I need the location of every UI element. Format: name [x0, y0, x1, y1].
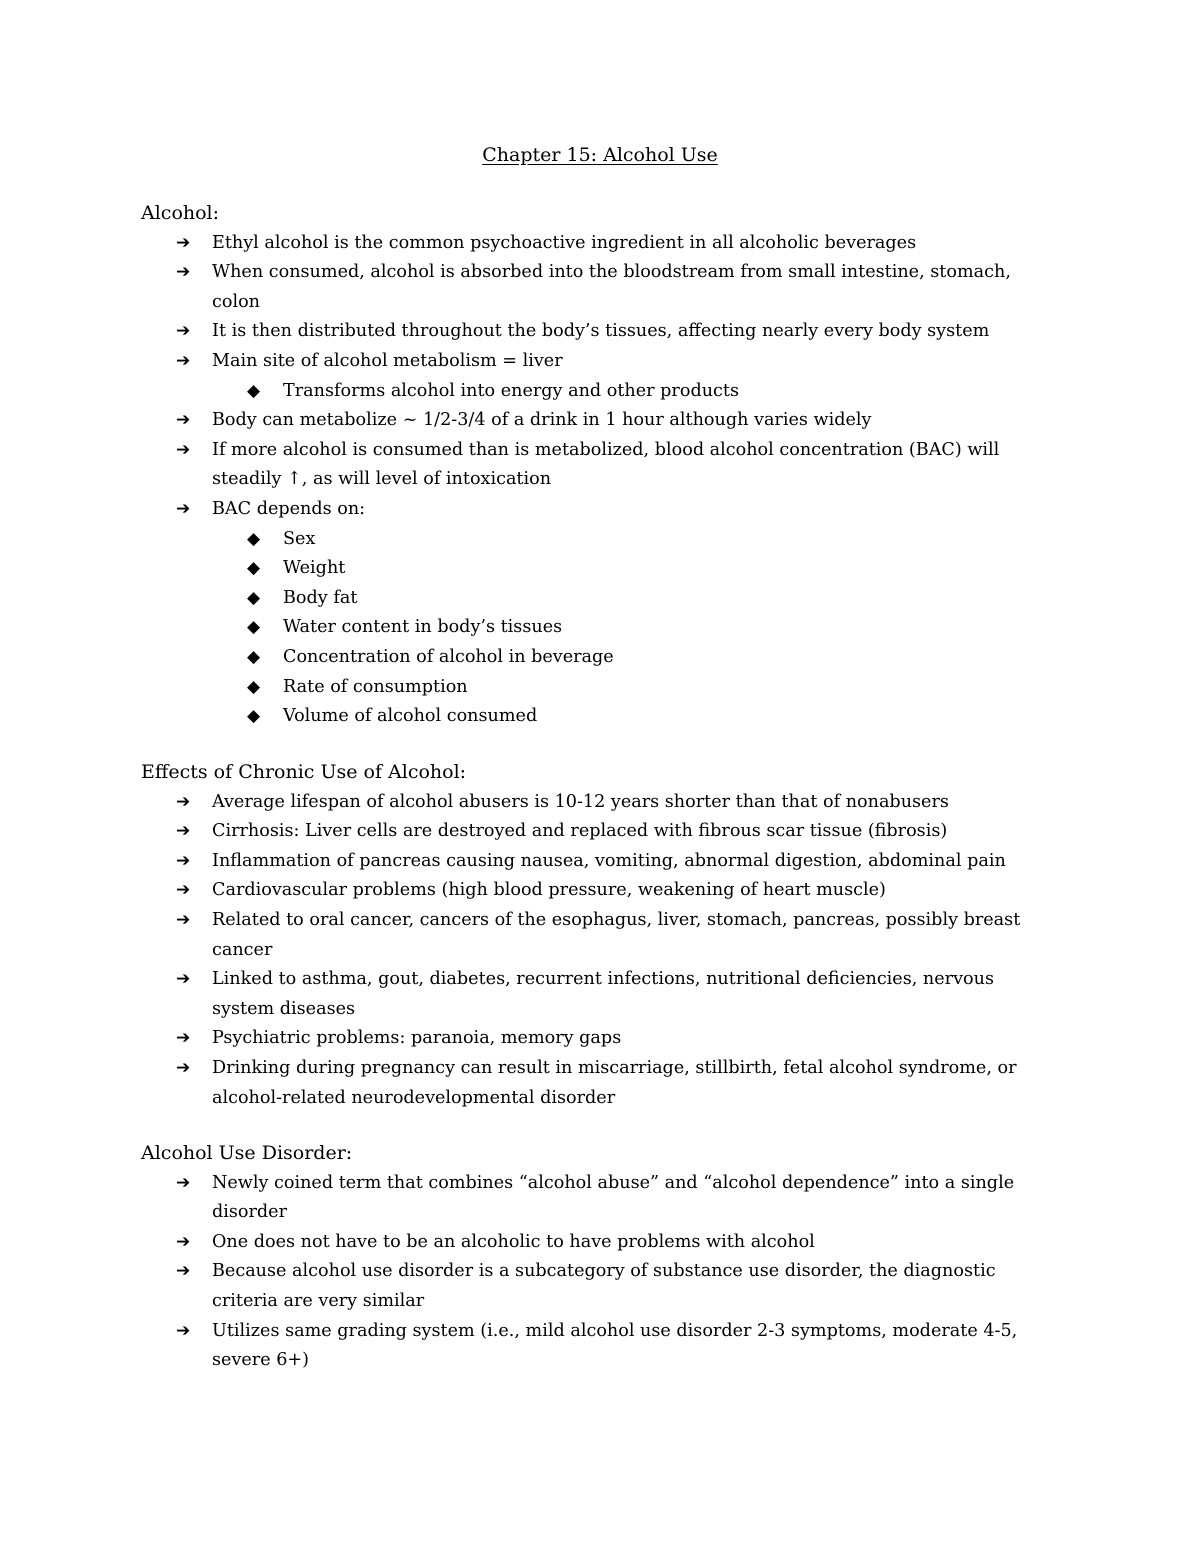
arrow-right-icon: ➔	[176, 232, 191, 253]
list-item	[141, 847, 1061, 877]
arrow-right-icon: ➔	[176, 262, 191, 283]
arrow-right-icon: ➔	[176, 1028, 191, 1049]
list-item	[141, 965, 1061, 1024]
list-item	[141, 1228, 1061, 1258]
arrow-right-icon: ➔	[176, 850, 191, 871]
list-item-text: Linked to asthma, gout, diabetes, recurrent infections, nutritional deficiencies, nervous system diseases	[212, 969, 994, 1019]
list-item	[141, 788, 1061, 818]
diamond-bullet-icon: ◆	[247, 706, 261, 727]
list-item	[141, 436, 1061, 495]
arrow-right-icon: ➔	[176, 1261, 191, 1282]
section-chronic-effects	[141, 758, 1061, 1113]
arrow-right-icon: ➔	[176, 969, 191, 990]
sub-bullet-list	[212, 377, 1061, 407]
list-item	[141, 1024, 1061, 1054]
sub-list-item	[212, 377, 1061, 407]
diamond-bullet-icon: ◆	[247, 646, 261, 667]
list-item	[141, 1317, 1061, 1376]
page-title: Chapter 15: Alcohol Use	[482, 144, 718, 166]
list-item-text: When consumed, alcohol is absorbed into the bloodstream from small intestine, stomach, colon	[212, 262, 1011, 312]
sub-list-item-text: Sex	[283, 528, 316, 549]
list-item-text: One does not have to be an alcoholic to have problems with alcohol	[212, 1231, 815, 1252]
list-item	[141, 229, 1061, 259]
list-item	[141, 1054, 1061, 1113]
sub-list-item-text: Weight	[283, 558, 346, 579]
sub-list-item-text: Water content in body’s tissues	[283, 617, 563, 638]
list-item	[141, 817, 1061, 847]
bullet-list	[141, 788, 1061, 1114]
arrow-right-icon: ➔	[176, 498, 191, 519]
list-item-text: Related to oral cancer, cancers of the esophagus, liver, stomach, pancreas, possibly breast cancer	[212, 909, 1021, 960]
list-item	[141, 1257, 1061, 1316]
sub-list-item-text: Rate of consumption	[283, 676, 468, 697]
section-heading: Alcohol Use Disorder:	[141, 1142, 353, 1164]
list-item-text: Psychiatric problems: paranoia, memory gaps	[212, 1028, 622, 1049]
arrow-right-icon: ➔	[176, 791, 191, 812]
arrow-right-icon: ➔	[176, 821, 191, 842]
sub-list-item	[212, 584, 1061, 614]
list-item-text: Utilizes same grading system (i.e., mild alcohol use disorder 2-3 symptoms, moderate 4-5, severe 6+)	[212, 1320, 1018, 1371]
arrow-right-icon: ➔	[176, 321, 191, 342]
list-item-text: Cirrhosis: Liver cells are destroyed and replaced with fibrous scar tissue (fibrosis)	[212, 821, 948, 842]
arrow-right-icon: ➔	[176, 1320, 191, 1341]
list-item	[141, 258, 1061, 317]
list-item	[141, 495, 1061, 732]
list-item-text: BAC depends on:	[212, 498, 366, 519]
sub-list-item-text: Volume of alcohol consumed	[283, 706, 538, 727]
list-item-text: It is then distributed throughout the body’s tissues, affecting nearly every body system	[212, 321, 990, 342]
arrow-right-icon: ➔	[176, 1231, 191, 1252]
list-item	[141, 406, 1061, 436]
list-item-text: Because alcohol use disorder is a subcategory of substance use disorder, the diagnostic criteria are very similar	[212, 1261, 996, 1311]
section-alcohol	[141, 199, 1061, 732]
list-item	[141, 317, 1061, 347]
section-heading: Alcohol:	[141, 202, 220, 224]
list-item-text: Ethyl alcohol is the common psychoactive ingredient in all alcoholic beverages	[212, 232, 917, 253]
bullet-list	[141, 229, 1061, 732]
sub-list-item-text: Concentration of alcohol in beverage	[283, 646, 614, 667]
diamond-bullet-icon: ◆	[247, 587, 261, 608]
arrow-right-icon: ➔	[176, 410, 191, 431]
list-item	[141, 1169, 1061, 1228]
sub-list-item	[212, 613, 1061, 643]
list-item-text: Cardiovascular problems (high blood pressure, weakening of heart muscle)	[212, 880, 886, 901]
sub-list-item-text: Body fat	[283, 587, 358, 608]
list-item	[141, 906, 1061, 965]
diamond-bullet-icon: ◆	[247, 528, 261, 549]
sub-list-item-text: Transforms alcohol into energy and other products	[283, 380, 739, 401]
diamond-bullet-icon: ◆	[247, 617, 261, 638]
arrow-right-icon: ➔	[176, 909, 191, 930]
sub-list-item	[212, 554, 1061, 584]
list-item-text: Drinking during pregnancy can result in miscarriage, stillbirth, fetal alcohol syndrome, or alcohol-related neurodevelopmental disorder	[212, 1057, 1017, 1108]
arrow-right-icon: ➔	[176, 880, 191, 901]
section-alcohol-use-disorder	[141, 1139, 1061, 1376]
arrow-right-icon: ➔	[176, 350, 191, 371]
sub-list-item	[212, 673, 1061, 703]
arrow-right-icon: ➔	[176, 439, 191, 460]
diamond-bullet-icon: ◆	[247, 676, 261, 697]
list-item	[141, 347, 1061, 406]
sub-list-item	[212, 525, 1061, 555]
list-item-text: Average lifespan of alcohol abusers is 10-12 years shorter than that of nonabusers	[212, 791, 949, 812]
bullet-list	[141, 1169, 1061, 1376]
list-item-text: If more alcohol is consumed than is metabolized, blood alcohol concentration (BAC) will steadily ↑, as will level of intoxication	[212, 439, 1000, 490]
arrow-right-icon: ➔	[176, 1057, 191, 1078]
list-item-text: Inflammation of pancreas causing nausea, vomiting, abnormal digestion, abdominal pain	[212, 850, 1006, 871]
diamond-bullet-icon: ◆	[247, 380, 261, 401]
list-item-text: Newly coined term that combines “alcohol abuse” and “alcohol dependence” into a single disorder	[212, 1172, 1015, 1223]
arrow-right-icon: ➔	[176, 1172, 191, 1193]
list-item-text: Body can metabolize ~ 1/2-3/4 of a drink in 1 hour although varies widely	[212, 410, 872, 431]
sub-bullet-list	[212, 525, 1061, 732]
sub-list-item	[212, 643, 1061, 673]
list-item-text: Main site of alcohol metabolism = liver	[212, 350, 563, 371]
list-item	[141, 876, 1061, 906]
sub-list-item	[212, 702, 1061, 732]
diamond-bullet-icon: ◆	[247, 558, 261, 579]
section-heading: Effects of Chronic Use of Alcohol:	[141, 761, 467, 783]
